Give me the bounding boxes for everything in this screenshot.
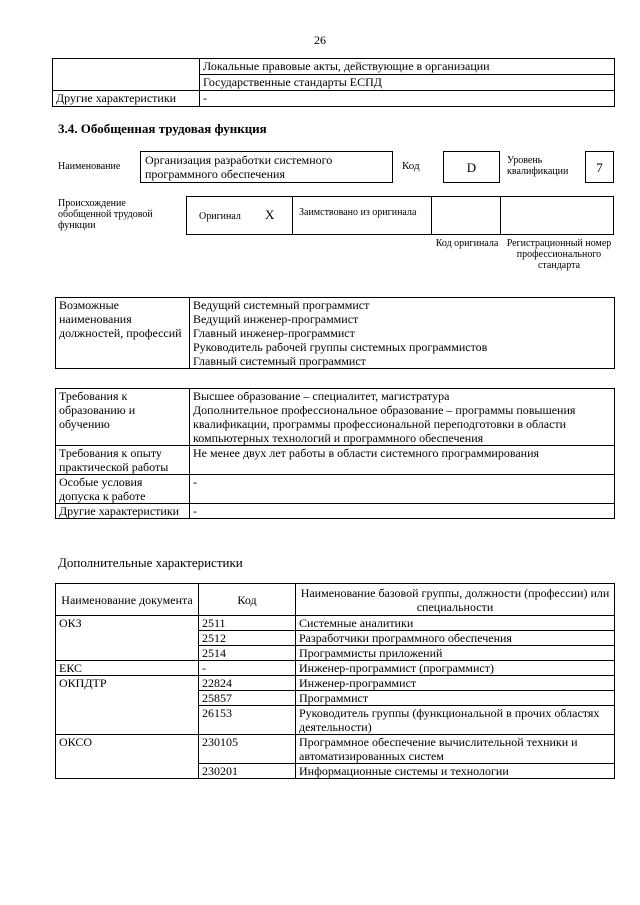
level-label: Уровень квалификации [507, 155, 569, 177]
top-table [52, 58, 615, 107]
education-value [190, 389, 615, 446]
top-table-other-value: - [200, 91, 615, 107]
doc-eks: ЕКС [56, 661, 199, 676]
doc-okpdtr: ОКПДТР [56, 676, 199, 735]
conditions-label: Особые условия допуска к работе [56, 475, 190, 504]
doc-okso: ОКСО [56, 735, 199, 779]
education-line-2: Дополнительное профессиональное образование – программы повышения квалификации, программы профессиональной переподготовки в области компьютерных технологий и программного обеспечения [193, 403, 576, 445]
original-label: Оригинал [199, 211, 241, 222]
top-table-row-1: Локальные правовые акты, действующие в организации [200, 59, 615, 75]
doc-okz: ОКЗ [56, 616, 199, 661]
table-cell-name: Программное обеспечение вычислительной техники и автоматизированных систем [296, 735, 615, 764]
header-name: Наименование базовой группы, должности (профессии) или специальности [296, 584, 615, 616]
table-cell-code: 26153 [199, 706, 296, 735]
req-other-label: Другие характеристики [56, 504, 190, 519]
positions-table [55, 297, 615, 369]
top-table-other-label: Другие характеристики [53, 91, 200, 107]
top-table-row-2: Государственные стандарты ЕСПД [200, 75, 615, 91]
header-code: Код [199, 584, 296, 616]
experience-label: Требования к опыту практической работы [56, 446, 190, 475]
level-value: 7 [596, 160, 603, 175]
table-cell-name: Программисты приложений [296, 646, 615, 661]
name-label: Наименование [58, 161, 121, 172]
education-label: Требования к образованию и обучению [56, 389, 190, 446]
requirements-table [55, 388, 615, 519]
req-other-value: - [190, 504, 615, 519]
additional-table [55, 583, 615, 779]
education-line-1: Высшее образование – специалитет, магистратура [193, 389, 450, 403]
code-value: D [466, 160, 477, 175]
top-table-empty-cell [53, 59, 200, 75]
table-cell-name: Инженер-программист (программист) [296, 661, 615, 676]
level-box [585, 151, 614, 183]
additional-title: Дополнительные характеристики [58, 555, 243, 570]
table-cell-code: 230201 [199, 764, 296, 779]
registration-caption: Регистрационный номер профессионального стандарта [506, 238, 612, 271]
position-item: Главный системный программист [193, 354, 366, 368]
experience-value: Не менее двух лет работы в области системного программирования [190, 446, 615, 475]
positions-list [190, 298, 615, 369]
original-mark: X [265, 207, 275, 222]
origin-label: Происхождение обобщенной трудовой функции [58, 198, 153, 231]
header-document: Наименование документа [56, 584, 199, 616]
section-title: 3.4. Обобщенная трудовая функция [58, 121, 267, 136]
code-label: Код [402, 160, 420, 172]
table-cell-code: 2511 [199, 616, 296, 631]
origin-divider-2 [431, 197, 432, 234]
position-item: Главный инженер-программист [193, 326, 355, 340]
positions-label: Возможные наименования должностей, профессий [56, 298, 190, 369]
borrowed-label: Заимствовано из оригинала [299, 207, 417, 218]
position-item: Ведущий инженер-программист [193, 312, 359, 326]
table-cell-name: Инженер-программист [296, 676, 615, 691]
position-item: Руководитель рабочей группы системных программистов [193, 340, 488, 354]
table-cell-code: 230105 [199, 735, 296, 764]
table-cell-name: Программист [296, 691, 615, 706]
table-cell-code: - [199, 661, 296, 676]
origin-box [186, 196, 614, 235]
origin-divider-3 [500, 197, 501, 234]
name-box [140, 151, 393, 183]
table-cell-name: Системные аналитики [296, 616, 615, 631]
conditions-value: - [190, 475, 615, 504]
table-cell-name: Руководитель группы (функциональной в прочих областях деятельности) [296, 706, 615, 735]
code-original-caption: Код оригинала [435, 238, 499, 249]
table-cell-code: 2514 [199, 646, 296, 661]
origin-divider-1 [292, 197, 293, 234]
table-cell-name: Разработчики программного обеспечения [296, 631, 615, 646]
table-cell-code: 25857 [199, 691, 296, 706]
page-number: 26 [314, 33, 326, 47]
name-value: Организация разработки системного программного обеспечения [145, 153, 333, 181]
table-cell-name: Информационные системы и технологии [296, 764, 615, 779]
position-item: Ведущий системный программист [193, 298, 370, 312]
table-cell-code: 2512 [199, 631, 296, 646]
table-cell-code: 22824 [199, 676, 296, 691]
top-table-empty-cell-2 [53, 75, 200, 91]
code-box [443, 151, 500, 183]
